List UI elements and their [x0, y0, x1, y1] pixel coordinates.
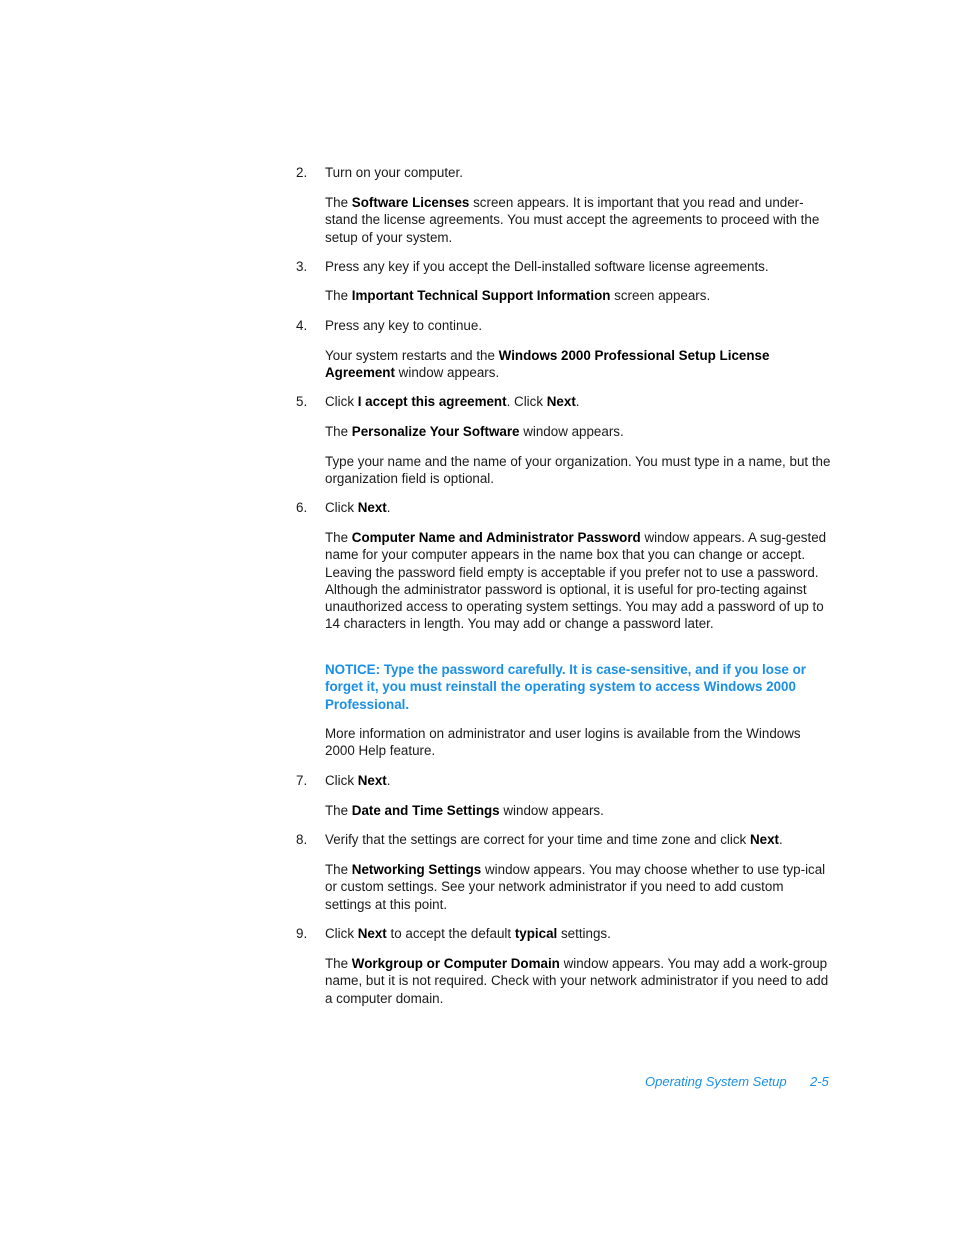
paragraph: The Computer Name and Administrator Password window appears. A sug-gested name for your computer appears in the name box that you can change or accept. Leaving the password field empty is acceptable if you prefer not to use a password. Although the administrator password is optional, it is useful for pro-tecting against unauthorized access to operating system settings. You may add a password of up to 14 characters in length. You may add or change a password later. [325, 530, 827, 632]
step-text: Verify that the settings are correct for your time and time zone and click Next. [325, 832, 783, 847]
paragraph: More information on administrator and user logins is available from the Windows 2000 Help feature. [325, 726, 801, 759]
paragraph: The Personalize Your Software window appears. [325, 424, 624, 439]
paragraph: The Software Licenses screen appears. It is important that you read and under-stand the license agreements. You must accept the agreements to proceed with the setup of your system. [325, 195, 820, 245]
paragraph: The Date and Time Settings window appears. [325, 803, 604, 818]
notice-text: NOTICE: Type the password carefully. It is case-sensitive, and if you lose or forget it, you must reinstall the operating system to access Windows 2000 Professional. [325, 662, 806, 712]
step-text: Press any key to continue. [325, 318, 483, 333]
step-text: Click Next to accept the default typical settings. [325, 926, 611, 941]
paragraph: Your system restarts and the Windows 2000 Professional Setup License Agreement window appears. [325, 348, 770, 381]
step-number: 6. [296, 500, 308, 515]
step-text: Click I accept this agreement. Click Next. [325, 394, 580, 409]
step-number: 7. [296, 773, 308, 788]
paragraph: The Important Technical Support Information screen appears. [325, 288, 711, 303]
step-text: Click Next. [325, 773, 391, 788]
paragraph: The Networking Settings window appears. You may choose whether to use typ-ical or custom settings. See your network administrator if you need to add custom settings at this point. [325, 862, 826, 912]
footer-page-number: 2-5 [810, 1074, 829, 1089]
step-text: Turn on your computer. [325, 165, 463, 180]
step-number: 3. [296, 259, 308, 274]
step-number: 2. [296, 165, 308, 180]
footer-section-title: Operating System Setup [645, 1074, 787, 1089]
step-number: 4. [296, 318, 308, 333]
step-number: 9. [296, 926, 308, 941]
paragraph: The Workgroup or Computer Domain window appears. You may add a work-group name, but it is not required. Check with your network administrator if you need to add a computer domain. [325, 956, 829, 1006]
paragraph: Type your name and the name of your organization. You must type in a name, but the organization field is optional. [325, 454, 831, 487]
step-number: 5. [296, 394, 308, 409]
step-number: 8. [296, 832, 308, 847]
step-text: Click Next. [325, 500, 391, 515]
step-text: Press any key if you accept the Dell-installed software license agreements. [325, 259, 769, 274]
